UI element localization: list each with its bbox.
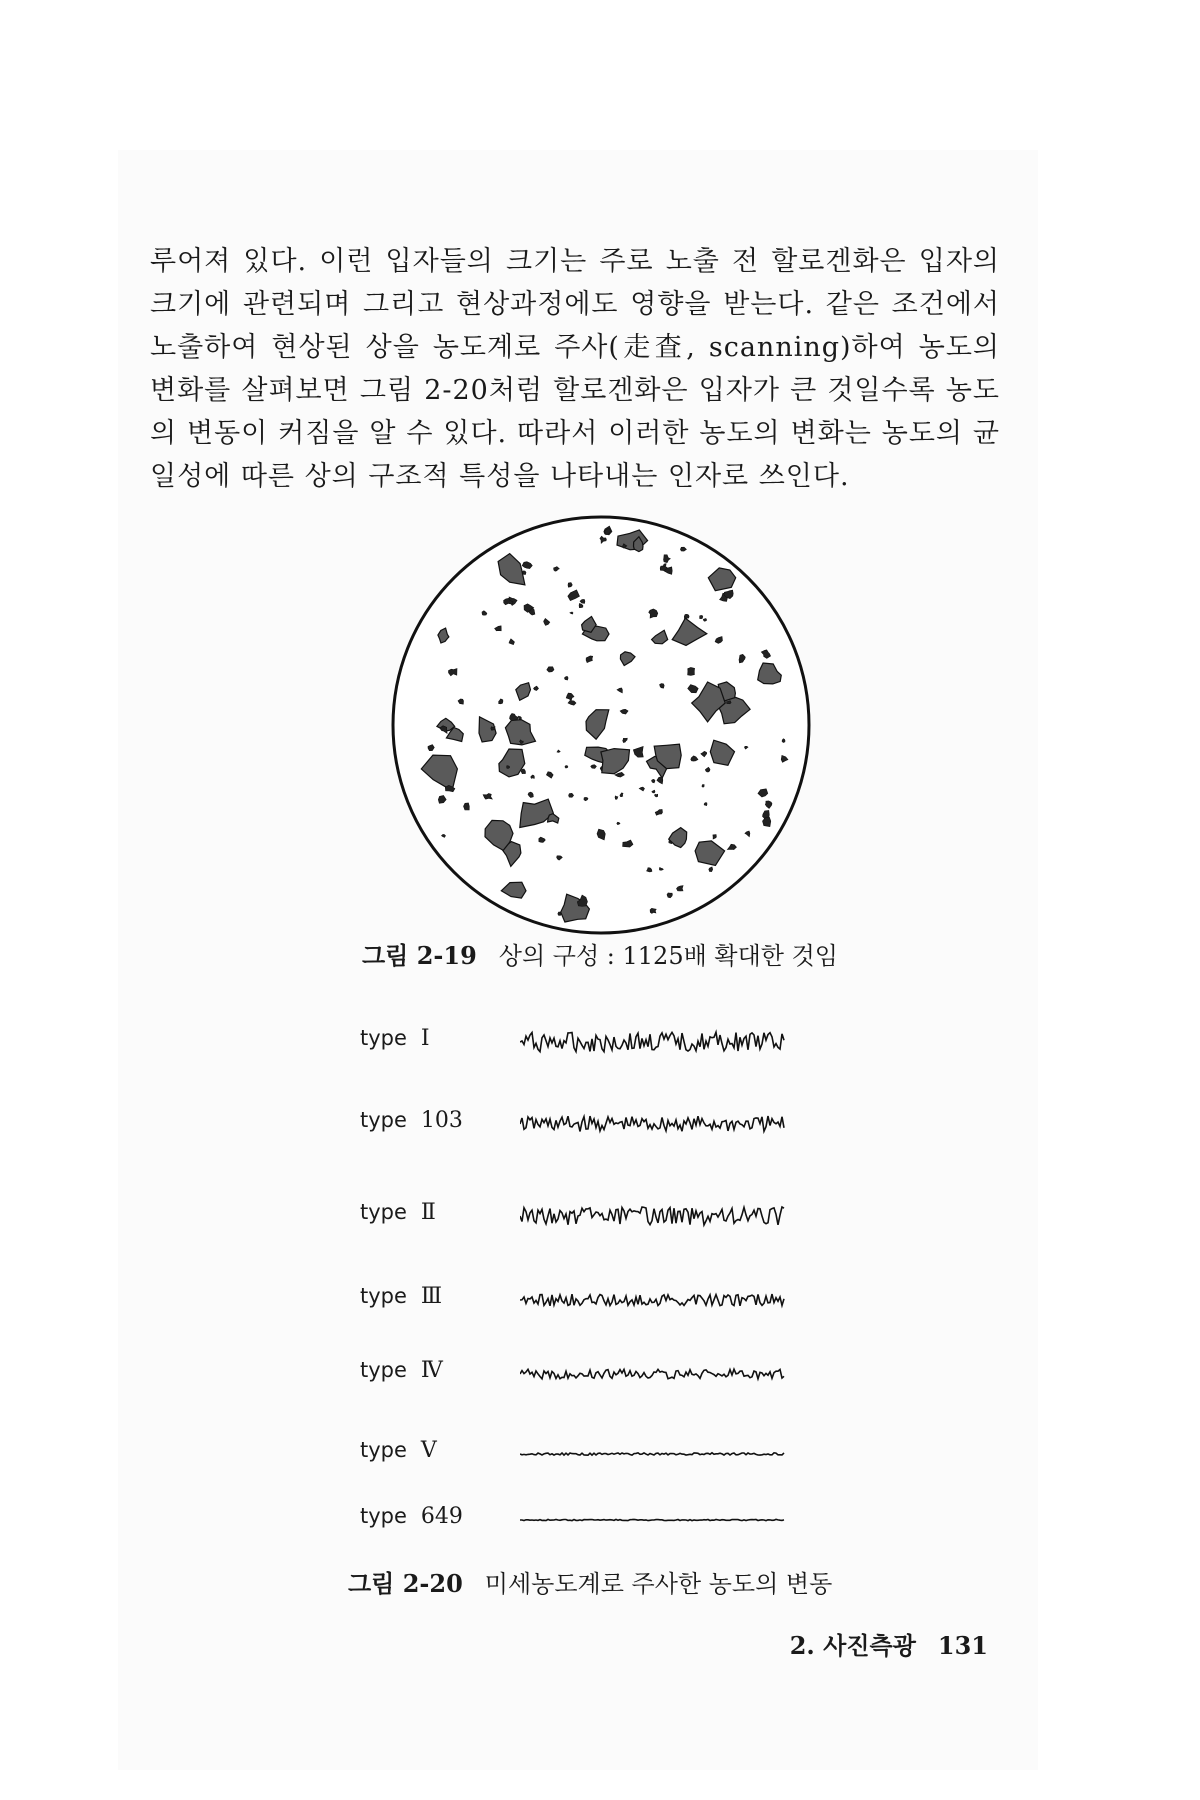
silver-grain [464, 803, 470, 810]
paragraph-text: 루어져 있다. 이런 입자들의 크기는 주로 노출 전 할로겐화은 입자의 크기에 관련되며 그리고 현상과정에도 영향을 받는다. 같은 조건에서 노출하여 현상된 상을 농도계로 주사(走査, scanning)하여 농도의 변화를 살펴보면 그림 2-20처럼 할로겐화은 입자가 큰 것일수록 농도의 변동이 커짐을 알 수 있다. 따라서 이러한 농도의 변화는 농도의 균일성에 따른 상의 구조적 특성을 나타내는 인자로 쓰인다. [150, 246, 1000, 492]
trace-type-value: 649 [420, 1504, 463, 1529]
silver-grain [558, 912, 561, 915]
trace-type-value: Ⅳ [420, 1358, 443, 1383]
trace-row [360, 1500, 800, 1540]
density-trace [520, 1104, 790, 1144]
figure-2-19-label: 그림 2-19 [362, 941, 477, 970]
trace-type-value: Ⅴ [420, 1438, 437, 1463]
silver-grain [702, 785, 704, 788]
trace-type-word: type [360, 1284, 407, 1308]
trace-type-value: 103 [420, 1108, 463, 1133]
trace-line [520, 1116, 784, 1131]
figure-2-19-caption [362, 936, 838, 971]
trace-type-word: type [360, 1200, 407, 1224]
silver-grain [591, 765, 597, 769]
silver-grain [649, 609, 658, 618]
trace-row [360, 1434, 800, 1474]
trace-line [520, 1032, 784, 1051]
silver-grain [703, 619, 706, 622]
trace-type-value: Ⅲ [420, 1284, 443, 1309]
trace-type-word: type [360, 1504, 407, 1528]
trace-row [360, 1196, 800, 1236]
trace-label [360, 1504, 463, 1529]
trace-label [360, 1358, 443, 1383]
silver-grain [547, 667, 554, 672]
trace-row [360, 1280, 800, 1320]
body-paragraph [150, 240, 1000, 498]
figure-2-20-caption [348, 1564, 832, 1599]
figure-2-20-label: 그림 2-20 [348, 1569, 463, 1598]
trace-type-value: Ⅰ [420, 1026, 430, 1051]
density-trace [520, 1280, 790, 1320]
silver-grain [688, 668, 695, 676]
density-trace [520, 1196, 790, 1236]
trace-type-word: type [360, 1358, 407, 1382]
trace-type-value: Ⅱ [420, 1200, 436, 1225]
trace-line [520, 1453, 784, 1455]
trace-label [360, 1108, 463, 1133]
emulsion-grain-micrograph [386, 510, 816, 940]
silver-grain [491, 727, 495, 731]
section-title: 2. 사진측광 [789, 1631, 916, 1660]
silver-grain [652, 779, 656, 783]
trace-type-word: type [360, 1108, 407, 1132]
silver-grain [704, 803, 707, 806]
trace-row [360, 1354, 800, 1394]
trace-line [520, 1369, 784, 1379]
trace-line [520, 1519, 784, 1520]
density-trace [520, 1500, 790, 1540]
trace-row [360, 1022, 800, 1062]
density-trace [520, 1022, 790, 1062]
silver-grain [507, 766, 510, 769]
trace-row [360, 1104, 800, 1144]
silver-grain [523, 571, 526, 575]
trace-label [360, 1026, 430, 1051]
page-footer [790, 1626, 988, 1661]
trace-line [520, 1207, 784, 1225]
trace-label [360, 1200, 436, 1225]
trace-line [520, 1294, 784, 1306]
trace-label [360, 1284, 442, 1309]
figure-2-19-text: 상의 구성 : 1125배 확대한 것임 [498, 942, 838, 970]
trace-label [360, 1438, 437, 1463]
density-trace [520, 1354, 790, 1394]
trace-type-word: type [360, 1438, 407, 1462]
density-trace [520, 1434, 790, 1474]
silver-grain [650, 908, 656, 913]
silver-grain [565, 766, 568, 768]
silver-grain [700, 615, 703, 618]
figure-2-20-text: 미세농도계로 주사한 농도의 변동 [484, 1570, 833, 1598]
page-number: 131 [937, 1631, 988, 1660]
trace-type-word: type [360, 1026, 407, 1050]
